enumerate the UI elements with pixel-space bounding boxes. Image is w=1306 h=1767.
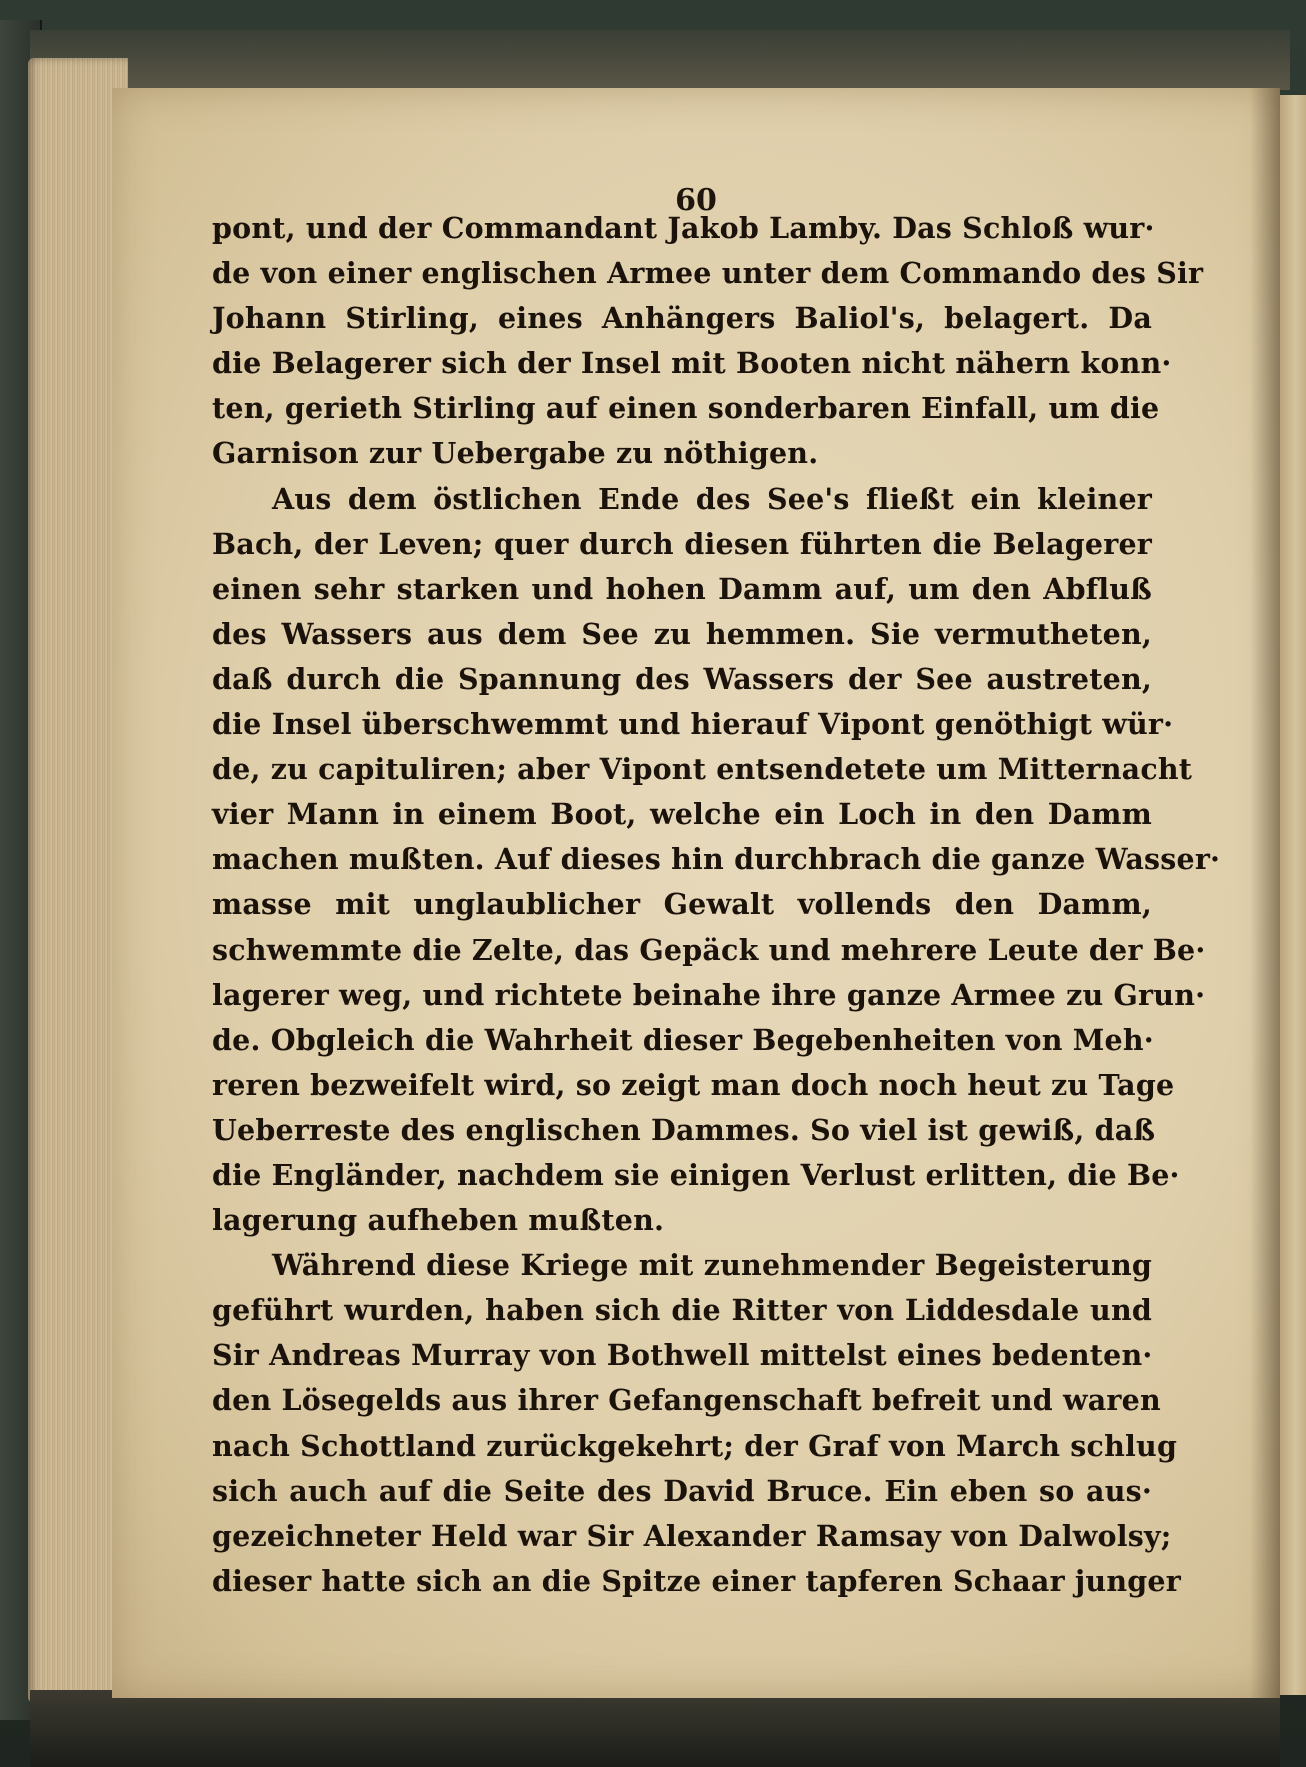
text-line: de. Obgleich die Wahrheit dieser Begebenheiten von Meh·: [212, 1022, 1154, 1057]
book-top-edge: [30, 30, 1290, 90]
text-line: de von einer englischen Armee unter dem Commando des Sir: [212, 256, 1204, 291]
text-line: machen mußten. Auf dieses hin durchbrach die ganze Wasser·: [212, 842, 1221, 877]
text-line: lagerung aufheben mußten.: [212, 1203, 665, 1238]
text-line: de, zu capituliren; aber Vipont entsendetete um Mitternacht: [212, 752, 1193, 787]
text-line: Während diese Kriege mit zunehmender Begeisterung: [272, 1248, 1152, 1283]
text-line: daß durch die Spannung des Wassers der See austreten,: [212, 661, 1152, 696]
text-line: einen sehr starken und hohen Damm auf, um den Abfluß: [212, 571, 1152, 606]
text-line: Aus dem östlichen Ende des See's fließt ein kleiner: [272, 481, 1152, 516]
text-line: die Engländer, nachdem sie einigen Verlust erlitten, die Be·: [212, 1157, 1180, 1192]
text-line: vier Mann in einem Boot, welche ein Loch in den Damm: [212, 797, 1152, 832]
text-line: lagerer weg, und richtete beinahe ihre ganze Armee zu Grun·: [212, 977, 1206, 1012]
text-line: die Insel überschwemmt und hierauf Vipont genöthigt wür·: [212, 707, 1174, 742]
text-line: masse mit unglaublicher Gewalt vollends den Damm,: [212, 887, 1152, 922]
text-line: des Wassers aus dem See zu hemmen. Sie vermutheten,: [212, 616, 1152, 651]
text-line: gezeichneter Held war Sir Alexander Ramsay von Dalwolsy;: [212, 1518, 1172, 1553]
text-line: nach Schottland zurückgekehrt; der Graf von March schlug: [212, 1428, 1178, 1463]
text-line: Johann Stirling, eines Anhängers Baliol's, belagert. Da: [212, 301, 1152, 336]
text-line: schwemmte die Zelte, das Gepäck und mehrere Leute der Be·: [212, 932, 1206, 967]
text-line: Garnison zur Uebergabe zu nöthigen.: [212, 436, 819, 471]
text-line: sich auch auf die Seite des David Bruce. Ein eben so aus·: [212, 1473, 1152, 1508]
text-line: Ueberreste des englischen Dammes. So viel ist gewiß, daß: [212, 1112, 1156, 1147]
text-line: geführt wurden, haben sich die Ritter von Liddesdale und: [212, 1293, 1152, 1328]
book-page: [112, 88, 1280, 1698]
text-line: Sir Andreas Murray von Bothwell mittelst eines bedenten·: [212, 1338, 1153, 1373]
text-line: ten, gerieth Stirling auf einen sonderbaren Einfall, um die: [212, 391, 1160, 426]
text-line: Bach, der Leven; quer durch diesen führten die Belagerer: [212, 526, 1152, 561]
text-line: die Belagerer sich der Insel mit Booten nicht nähern konn·: [212, 346, 1172, 381]
book-bottom-edge: [30, 1690, 1280, 1767]
text-line: pont, und der Commandant Jakob Lamby. Das Schloß wur·: [212, 211, 1155, 245]
text-line: reren bezweifelt wird, so zeigt man doch noch heut zu Tage: [212, 1067, 1175, 1102]
text-line: dieser hatte sich an die Spitze einer tapferen Schaar junger: [212, 1563, 1181, 1598]
page-number: 60: [675, 183, 717, 218]
page-body-text: [212, 206, 1221, 1604]
facing-page-sliver: [1280, 95, 1306, 1695]
page-gutter-shadow: [1250, 88, 1280, 1698]
text-line: den Lösegelds aus ihrer Gefangenschaft befreit und waren: [212, 1383, 1161, 1418]
